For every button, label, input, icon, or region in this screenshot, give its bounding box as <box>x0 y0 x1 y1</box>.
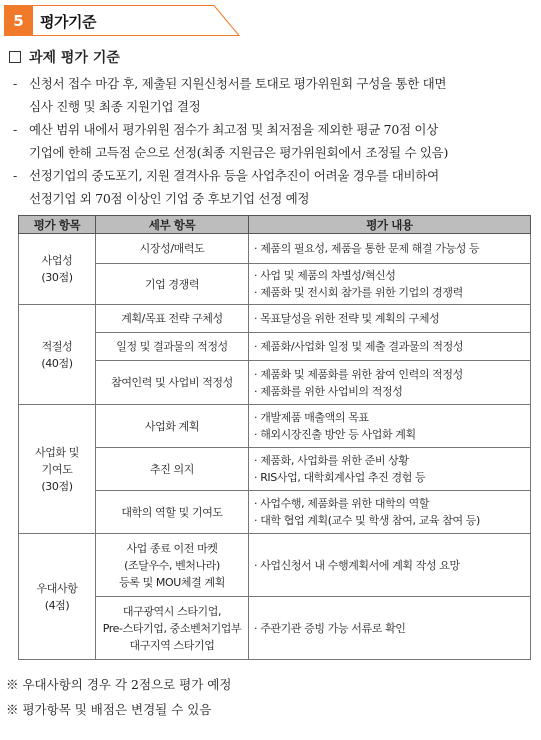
bullet-item <box>13 72 535 118</box>
evaluation-criteria-table <box>18 215 531 660</box>
bullet-dash: - <box>13 122 17 137</box>
sub-item-cell: 사업 종료 이전 마켓 (조달우수, 벤처나라) 등록 및 MOU체결 계획 <box>96 534 249 597</box>
table-row <box>19 491 531 534</box>
category-cell: 우대사항 (4점) <box>19 534 96 660</box>
category-cell: 사업화 및 기여도 (30점) <box>19 405 96 534</box>
footnote: ※ 우대사항의 경우 각 2점으로 평가 예정 <box>6 677 232 692</box>
content-cell: · 사업수행, 제품화를 위한 대학의 역할 · 대학 협업 계획(교수 및 학생 참여, 교육 참여 등) <box>249 491 531 534</box>
section-title: 평가기준 <box>40 13 96 31</box>
content-cell: · 제품의 필요성, 제품을 통한 문제 해결 가능성 등 <box>249 234 531 264</box>
sub-item-cell: 대구광역시 스타기업, Pre-스타기업, 중소벤처기업부 대구지역 스타기업 <box>96 597 249 660</box>
content-cell: · 제품화/사업화 일정 및 제출 결과물의 적정성 <box>249 333 531 361</box>
table-row <box>19 405 531 448</box>
subsection-title-text: 과제 평가 기준 <box>29 50 120 66</box>
table-row <box>19 234 531 264</box>
sub-item-cell: 시장성/매력도 <box>96 234 249 264</box>
bullet-line: 신청서 접수 마감 후, 제출된 지원신청서를 토대로 평가위원회 구성을 통한 대면 <box>29 76 447 91</box>
category-cell: 적절성 (40점) <box>19 305 96 405</box>
content-cell: · 사업 및 제품의 차별성/혁신성 · 제품화 및 전시회 참가를 위한 기업의 경쟁력 <box>249 264 531 305</box>
sub-item-cell: 기업 경쟁력 <box>96 264 249 305</box>
table-row <box>19 333 531 361</box>
content-cell: · 개발제품 매출액의 목표 · 해외시장진출 방안 등 사업화 계획 <box>249 405 531 448</box>
table-row <box>19 597 531 660</box>
bullet-item <box>13 118 535 164</box>
bullet-line: 기업에 한해 고득점 순으로 선정(최종 지원금은 평가위원회에서 조정될 수 있음) <box>29 145 449 160</box>
checkbox-square-icon <box>9 51 21 63</box>
footnote: ※ 평가항목 및 배점은 변경될 수 있음 <box>6 702 212 717</box>
header-content: 평가 내용 <box>249 216 531 234</box>
table-row <box>19 361 531 405</box>
table-header-row <box>19 216 531 234</box>
content-cell: · 제품화 및 제품화를 위한 참여 인력의 적정성 · 제품화를 위한 사업비의 적정성 <box>249 361 531 405</box>
bullet-item <box>13 164 535 210</box>
table-row <box>19 534 531 597</box>
bullet-dash: - <box>13 76 17 91</box>
section-number-badge: 5 <box>4 5 33 36</box>
bullet-line: 선정기업 외 70점 이상인 기업 중 후보기업 선정 예정 <box>29 191 310 206</box>
header-sub-item: 세부 항목 <box>96 216 249 234</box>
content-cell: · 사업신청서 내 수행계획서에 계획 작성 요망 <box>249 534 531 597</box>
category-cell: 사업성 (30점) <box>19 234 96 305</box>
sub-item-cell: 대학의 역할 및 기여도 <box>96 491 249 534</box>
subsection-title <box>9 47 120 67</box>
bullet-line: 예산 범위 내에서 평가위원 점수가 최고점 및 최저점을 제외한 평균 70점 이상 <box>29 122 438 137</box>
sub-item-cell: 참여인력 및 사업비 적정성 <box>96 361 249 405</box>
section-header <box>4 5 240 36</box>
table-row <box>19 448 531 491</box>
header-frame-decoration <box>4 5 240 36</box>
content-cell: · 주관기관 증빙 가능 서류로 확인 <box>249 597 531 660</box>
bullet-dash: - <box>13 168 17 183</box>
sub-item-cell: 사업화 계획 <box>96 405 249 448</box>
header-category: 평가 항목 <box>19 216 96 234</box>
table-row <box>19 305 531 333</box>
footnotes <box>6 672 536 722</box>
content-cell: · 제품화, 사업화를 위한 준비 상황 · RIS사업, 대학회계사업 추진 경험 등 <box>249 448 531 491</box>
sub-item-cell: 계획/목표 전략 구체성 <box>96 305 249 333</box>
sub-item-cell: 일정 및 결과물의 적정성 <box>96 333 249 361</box>
sub-item-cell: 추진 의지 <box>96 448 249 491</box>
bullet-line: 심사 진행 및 최종 지원기업 결정 <box>29 99 201 114</box>
table-row <box>19 264 531 305</box>
criteria-description-list <box>13 72 535 210</box>
bullet-line: 선정기업의 중도포기, 지원 결격사유 등을 사업추진이 어려울 경우를 대비하여 <box>29 168 439 183</box>
content-cell: · 목표달성을 위한 전략 및 계획의 구체성 <box>249 305 531 333</box>
